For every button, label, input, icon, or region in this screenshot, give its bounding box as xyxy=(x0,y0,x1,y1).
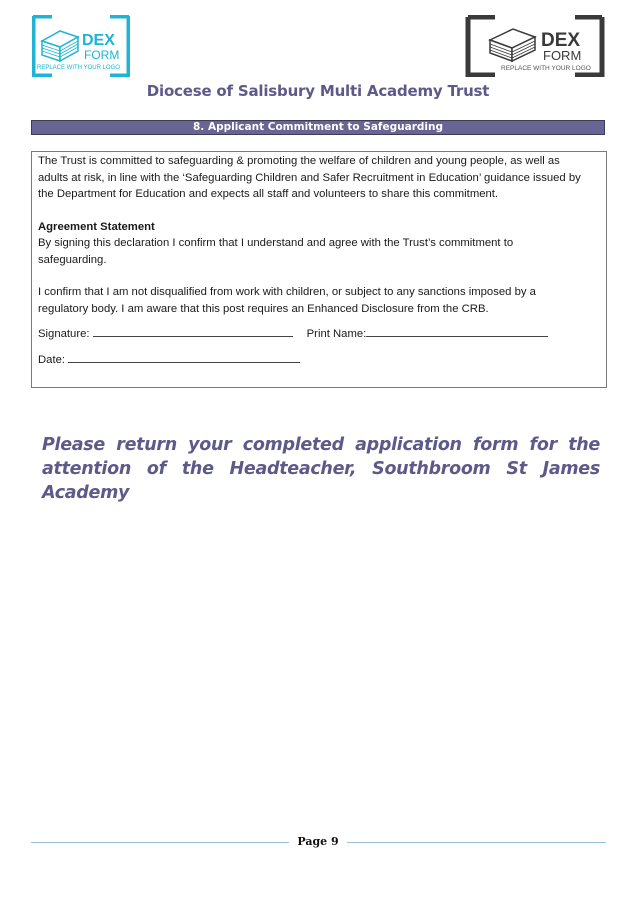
dex-form-logo-gray xyxy=(465,15,605,77)
logo-right xyxy=(465,15,605,77)
stacked-paper-icon xyxy=(490,29,535,61)
print-name-field[interactable] xyxy=(366,325,548,337)
signature-field[interactable] xyxy=(93,325,293,337)
dex-form-logo-color xyxy=(32,15,130,77)
svg-text:DEX: DEX xyxy=(541,30,581,51)
agreement-heading: Agreement Statement xyxy=(38,220,155,233)
safeguarding-declaration-box xyxy=(31,151,607,388)
agreement-line: By signing this declaration I confirm that I understand and agree with the Trust’s commitment to xyxy=(38,237,514,249)
date-label: Date: xyxy=(38,353,69,366)
intro-line: The Trust is committed to safeguarding & promoting the welfare of children and young people, as well as xyxy=(38,155,560,167)
confirm-line: I confirm that I am not disqualified from work with children, or subject to any sanctions imposed by a xyxy=(38,286,536,298)
signature-label: Signature: xyxy=(38,328,93,340)
org-title: Diocese of Salisbury Multi Academy Trust xyxy=(146,82,490,100)
confirm-line: regulatory body. I am aware that this post requires an Enhanced Disclosure from the CRB. xyxy=(38,302,489,315)
svg-text:DEX: DEX xyxy=(82,32,115,49)
intro-line: adults at risk, in line with the ‘Safeguarding Children and Safer Recruitment in Education’ guidance issued by xyxy=(38,171,581,184)
stacked-paper-icon xyxy=(42,31,78,61)
footer-divider-left xyxy=(31,842,289,843)
svg-text:REPLACE WITH YOUR LOGO: REPLACE WITH YOUR LOGO xyxy=(37,65,120,71)
print-name-label: Print Name: xyxy=(306,328,367,340)
footer-divider-right xyxy=(347,842,606,843)
return-instructions: Please return your completed application form for the attention of the Headteacher, Southbroom St James Academy xyxy=(42,435,600,503)
section-header-bar: 8. Applicant Commitment to Safeguarding xyxy=(31,120,605,135)
page-footer xyxy=(31,834,606,850)
date-row xyxy=(38,351,600,369)
page-number: Page 9 xyxy=(297,835,339,848)
logo-left xyxy=(32,15,130,77)
date-field[interactable] xyxy=(68,351,300,363)
intro-line: the Department for Education and expects all staff and volunteers to share this commitment. xyxy=(38,188,499,200)
svg-text:FORM: FORM xyxy=(84,48,120,62)
signature-row xyxy=(38,325,600,343)
svg-text:FORM: FORM xyxy=(543,48,582,63)
svg-text:REPLACE WITH YOUR LOGO: REPLACE WITH YOUR LOGO xyxy=(501,65,591,72)
agreement-line: safeguarding. xyxy=(38,253,107,266)
